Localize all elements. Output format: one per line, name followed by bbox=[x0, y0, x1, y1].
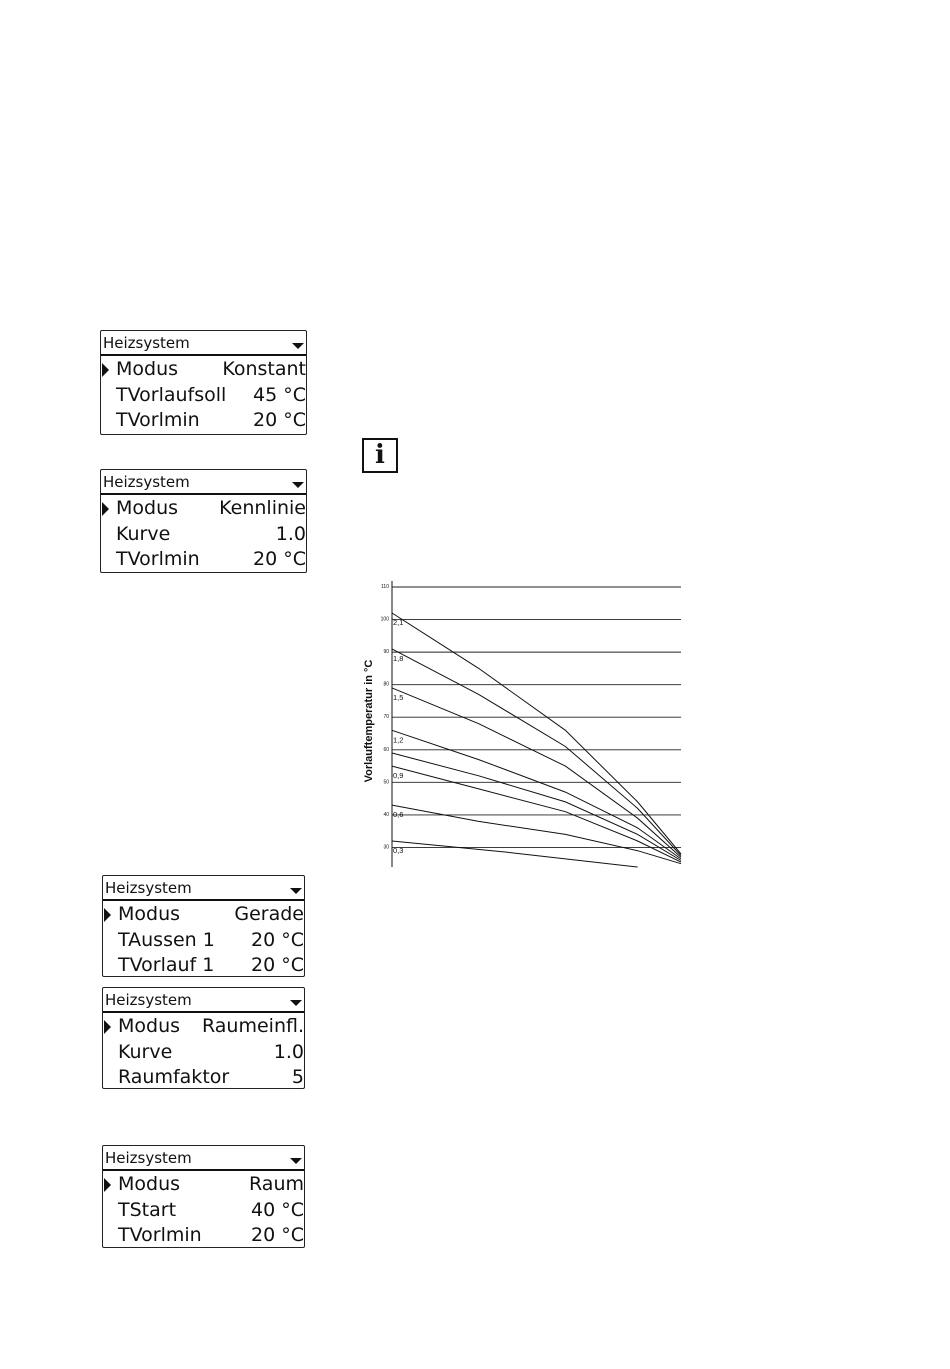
curve-label: 1,2 bbox=[393, 735, 404, 745]
lcd-row-value: 40 °C bbox=[251, 1198, 304, 1221]
y-tick-label: 80 bbox=[383, 681, 389, 688]
lcd-row-label: Modus bbox=[116, 358, 179, 380]
lcd-row-value: 45 °C bbox=[253, 383, 306, 406]
lcd-row-value: 1.0 bbox=[273, 1040, 304, 1063]
lcd-row-label: Modus bbox=[118, 1015, 181, 1037]
lcd-row-value: 20 °C bbox=[251, 954, 304, 976]
lcd-title: Heizsystem bbox=[103, 334, 190, 352]
lcd-row-label: TVorlmin bbox=[116, 409, 200, 431]
lcd-title: Heizsystem bbox=[103, 473, 190, 491]
lcd-row-label: Kurve bbox=[116, 522, 171, 545]
lcd-row-label: Modus bbox=[118, 1173, 181, 1195]
y-tick-label: 70 bbox=[383, 714, 389, 721]
info-icon: i bbox=[362, 438, 398, 473]
curve-label: 1,8 bbox=[393, 653, 404, 663]
lcd-title: Heizsystem bbox=[105, 879, 192, 897]
lcd-row-label: TVorlauf 1 bbox=[118, 954, 215, 976]
lcd-row-label: Raumfaktor bbox=[118, 1066, 230, 1088]
y-tick-label: 50 bbox=[383, 779, 389, 786]
curve-label: 2,1 bbox=[393, 618, 404, 628]
y-axis-label: Vorlauftemperatur in °C bbox=[363, 659, 375, 783]
lcd-row-value: Kennlinie bbox=[219, 497, 306, 519]
lcd-row-value: 20 °C bbox=[253, 409, 306, 431]
lcd-row-label: TVorlmin bbox=[118, 1224, 202, 1246]
lcd-row-label: TVorlmin bbox=[116, 548, 200, 570]
lcd-row-value: 1.0 bbox=[275, 522, 306, 545]
lcd-title: Heizsystem bbox=[105, 1149, 192, 1167]
y-tick-label: 100 bbox=[380, 616, 389, 623]
lcd-row-label: Modus bbox=[116, 497, 179, 519]
y-tick-label: 30 bbox=[383, 844, 389, 851]
lcd-row-value: Raumeinfl. bbox=[202, 1015, 304, 1037]
y-tick-label: 90 bbox=[383, 649, 389, 656]
curve-line bbox=[392, 841, 638, 867]
lcd-row-value: 5 bbox=[291, 1066, 304, 1088]
lcd-row-label: TStart bbox=[118, 1198, 177, 1221]
curve-line bbox=[392, 753, 681, 861]
lcd-row-label: TAussen 1 bbox=[118, 928, 215, 951]
curve-line bbox=[392, 688, 681, 857]
curve-label: 0,6 bbox=[393, 810, 404, 820]
lcd-row-label: Modus bbox=[118, 903, 181, 925]
lcd-row-label: TVorlaufsoll bbox=[116, 383, 227, 406]
curve-label: 0,9 bbox=[393, 771, 404, 781]
lcd-row-value: Raum bbox=[249, 1173, 304, 1195]
y-tick-label: 60 bbox=[383, 746, 389, 753]
lcd-row-value: 20 °C bbox=[251, 1224, 304, 1246]
lcd-row-value: Konstant bbox=[222, 358, 306, 380]
lcd-row-value: 20 °C bbox=[251, 928, 304, 951]
y-tick-label: 110 bbox=[381, 584, 389, 590]
lcd-row-label: Kurve bbox=[118, 1040, 173, 1063]
curve-label: 1,5 bbox=[393, 692, 404, 702]
lcd-row-value: Gerade bbox=[234, 903, 304, 925]
lcd-title: Heizsystem bbox=[105, 991, 192, 1009]
y-tick-label: 40 bbox=[383, 811, 389, 818]
lcd-row-value: 20 °C bbox=[253, 548, 306, 570]
curve-label: 0,3 bbox=[393, 845, 404, 855]
